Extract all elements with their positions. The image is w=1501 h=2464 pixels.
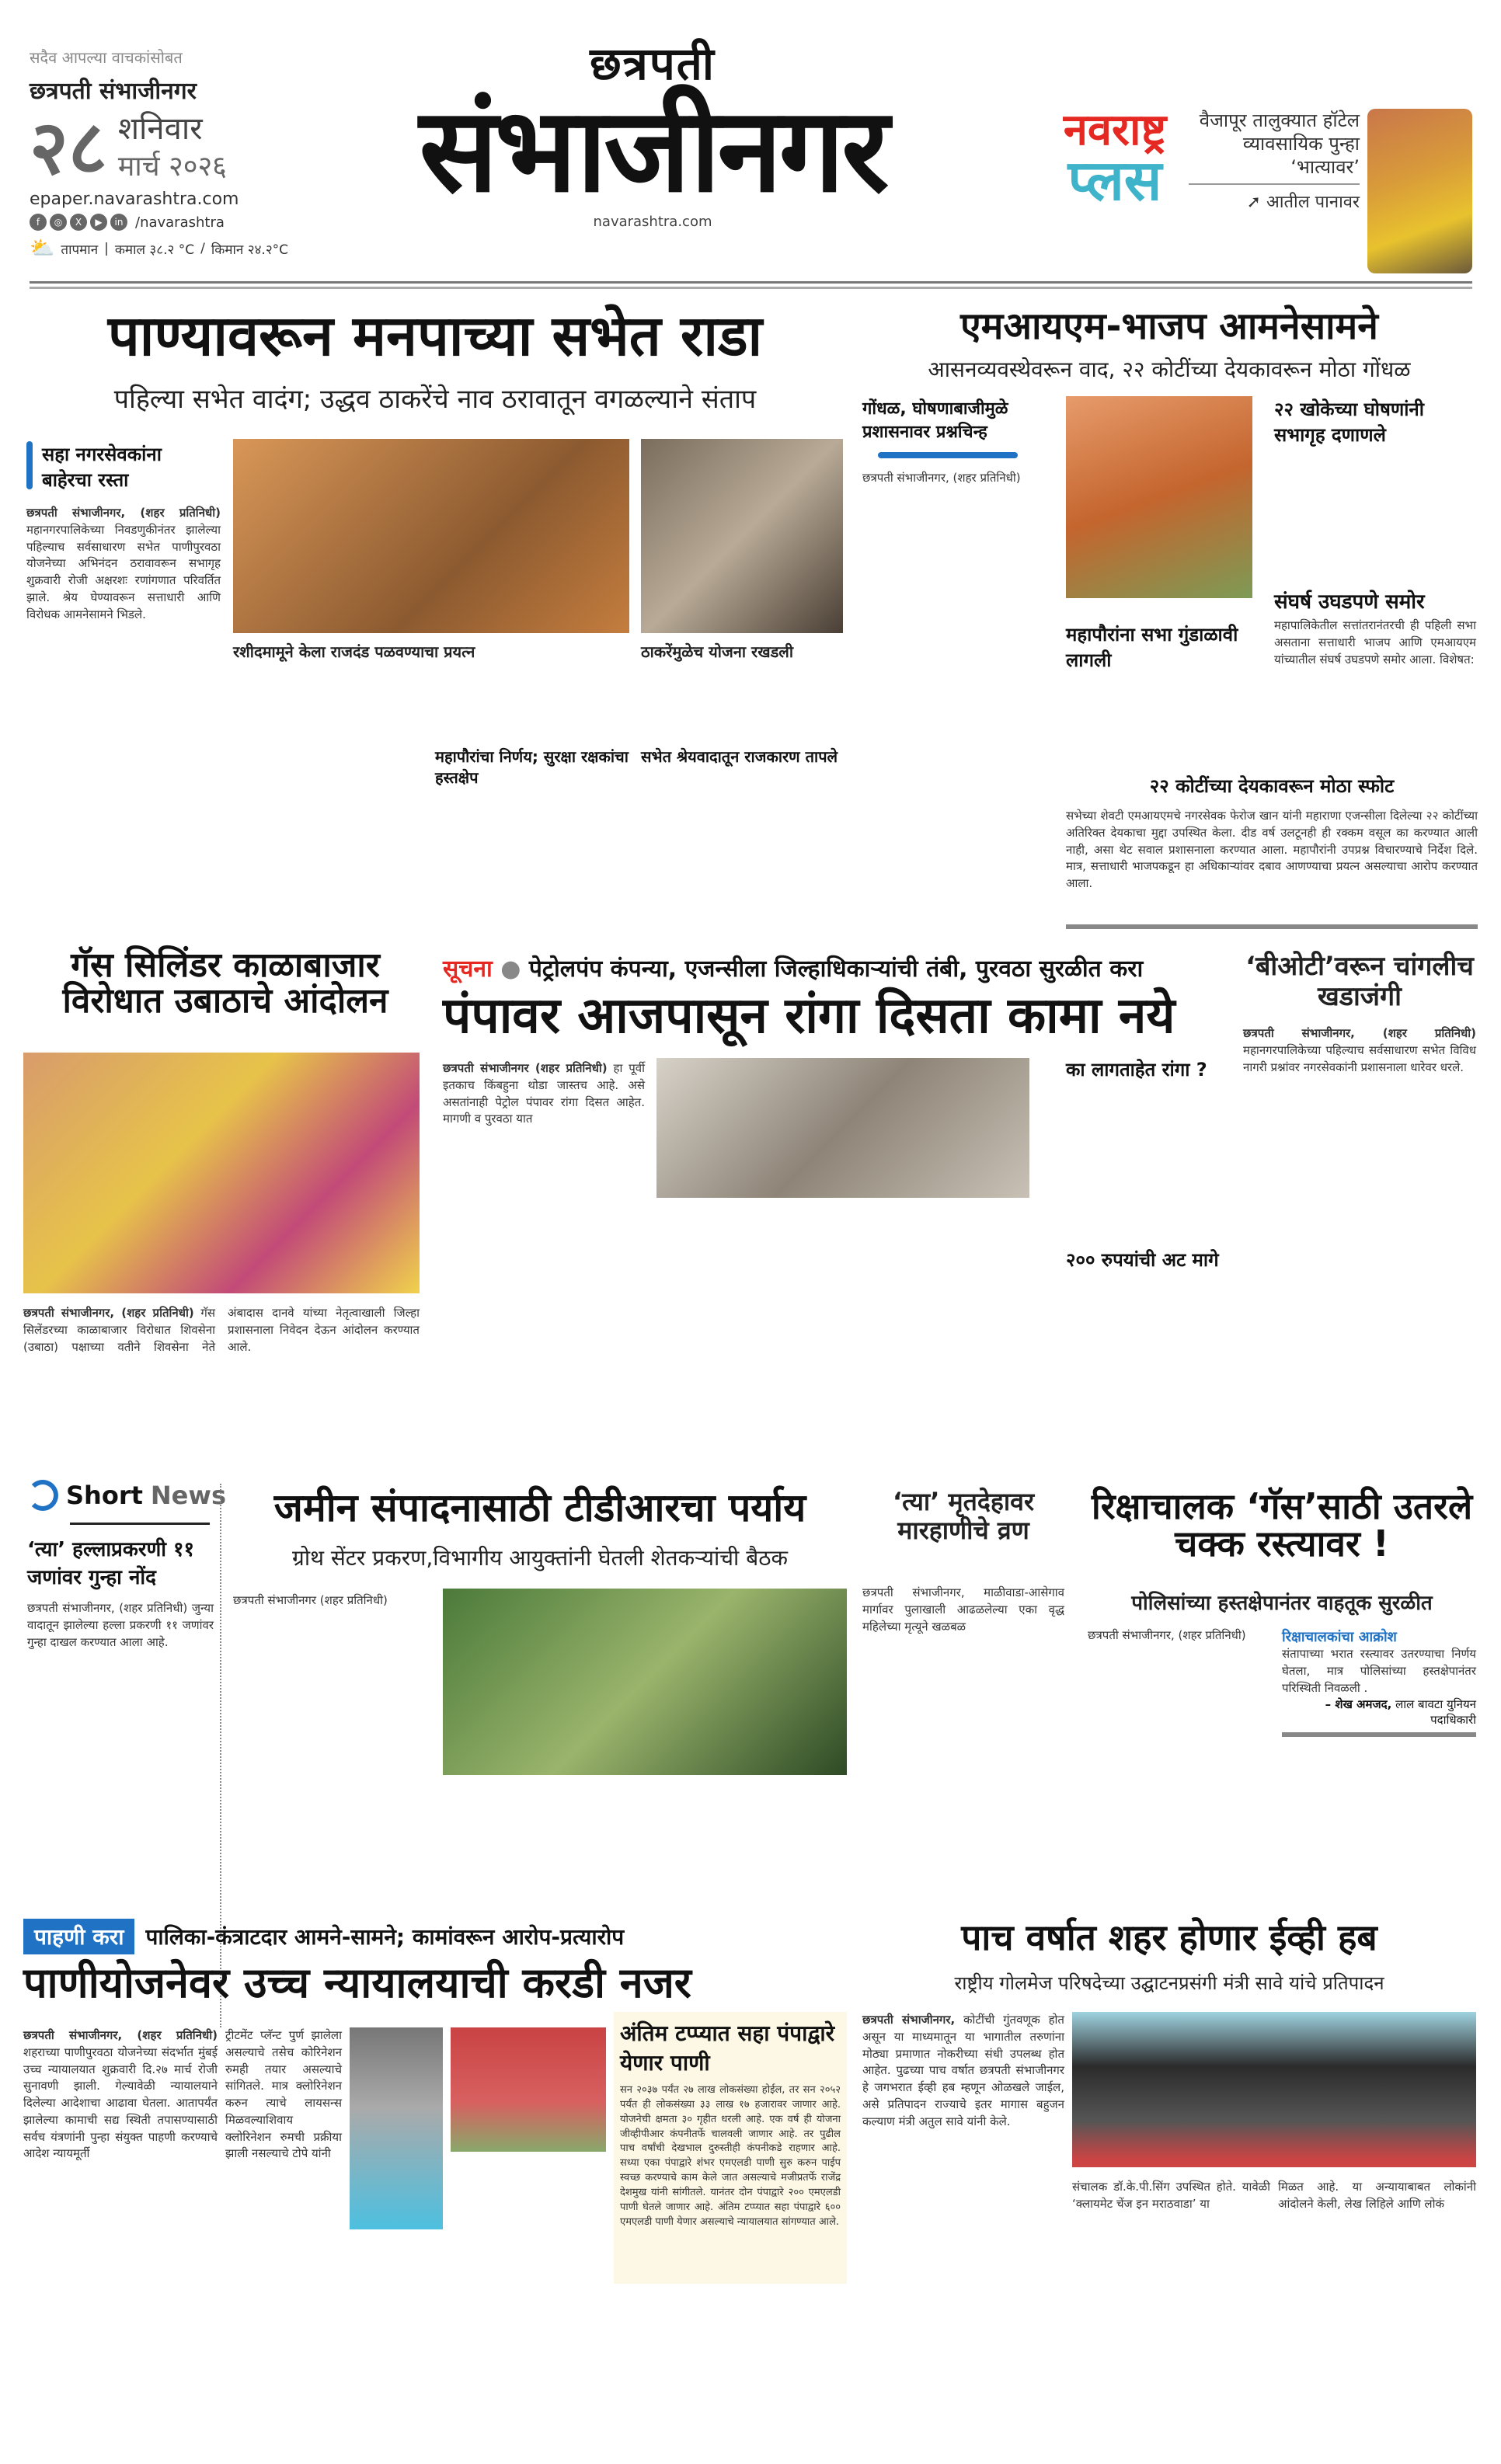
water-box-head: अंतिम टप्प्यात सहा पंपाद्वारे येणार पाणी — [620, 2020, 835, 2076]
tagline: सदैव आपल्या वाचकांसोबत — [30, 48, 183, 67]
bot-dateline: छत्रपती संभाजीनगर, (शहर प्रतिनिधी) — [1243, 1026, 1476, 1040]
water-kicker: पालिका-कंत्राटदार आमने-सामने; कामांवरून आरोप-प्रत्यारोप — [145, 1924, 625, 1950]
high-court-photo — [451, 2027, 606, 2152]
petrol-meeting-photo — [656, 1058, 1029, 1198]
lead-subhead: पहिल्या सभेत वादंग; उद्धव ठाकरेंचे नाव ठरावातून वगळल्याने संताप — [113, 384, 757, 415]
why-queues-head: का लागताहेत रांगा ? — [1066, 1059, 1207, 1081]
col3-head: संघर्ष उघडपणे समोर — [1274, 590, 1425, 614]
title-main: संभाजीनगर — [419, 83, 886, 218]
ev-subhead: राष्ट्रीय गोलमेज परिषदेच्या उद्घाटनप्रसंगी मंत्री सावे यांचे प्रतिपादन — [954, 1972, 1384, 1994]
gas-protest-photo — [23, 1053, 420, 1293]
month-year: मार्च २०२६ — [117, 150, 227, 183]
teaser[interactable] — [1189, 109, 1360, 213]
lead-headline: पाण्यावरून मनपाच्या सभेत राडा — [107, 303, 763, 368]
lead-photo-1 — [233, 439, 629, 633]
aim-bjp-subhead: आसनव्यवस्थेवरून वाद, २२ कोटींच्या देयकावरून मोठा गोंधळ — [928, 357, 1411, 382]
day-number: २८ — [30, 104, 107, 191]
teaser-photo — [1367, 109, 1472, 273]
weather: ⛅ तापमान | कमाल ३८.२ °C / किमान २४.२°C — [30, 237, 289, 260]
weather-label: तापमान — [61, 242, 99, 258]
gas-headline: गॅस सिलिंडर काळाबाजार विरोधात उबाठाचे आंदोलन — [62, 945, 388, 1021]
ev-headline: पाच वर्षात शहर होणार ईव्ही हब — [961, 1916, 1377, 1958]
gas-dateline: छत्रपती संभाजीनगर, (शहर प्रतिनिधी) — [23, 1306, 194, 1320]
lead-sidebar-head: सहा नगरसेवकांना बाहेरचा रस्ता — [26, 441, 213, 492]
rs200-head: २०० रुपयांची अट मागे — [1066, 1249, 1219, 1271]
bullet-icon: ● — [500, 955, 521, 983]
youtube-icon[interactable]: ▶ — [90, 214, 107, 231]
water-body-col2: ट्रीटमेंट प्लॅन्ट पुर्ण झालेला असल्याचे तसेच कोरिनेशन रुमही तयार असल्याचे सांगितले. मात्र क्लोरिनेशन करुन त्याचे लायसन्स मिळवल्याशिवाय क्लोरिनेशन रुमची प्रक्रीया झाली नसल्याचे टोपे यांनी — [225, 2028, 342, 2161]
bot-body: महानगरपालिकेच्या पहिल्याच सर्वसाधारण सभेत विविध नागरी प्रश्नांवर नगरसेवकांनी प्रशासनाला धारेवर धरले. — [1243, 1042, 1476, 1074]
municipal-building-photo — [1066, 396, 1252, 598]
rickshaw-subhead: पोलिसांच्या हस्तक्षेपानंतर वाहतूक सुरळीत — [1131, 1592, 1433, 1615]
temp-min: किमान २४.२°C — [211, 242, 289, 258]
short-news-headline: ‘त्या’ हल्लाप्रकरणी ११ जणांवर गुन्हा नोंद — [27, 1538, 195, 1589]
quote-head: रिक्षाचालकांचा आक्रोश — [1282, 1629, 1397, 1645]
navarashtra-plus-logo: नवराष्ट्र प्लस — [1063, 105, 1167, 213]
col5-head: २२ कोटींच्या देयकावरून मोठा स्फोट — [1149, 775, 1395, 797]
water-body: शहराच्या पाणीपुरवठा योजनेच्या संदर्भात मुंबई उच्च न्यायालयात शुक्रवारी दि.२७ मार्च रोजी सुनावणी झाली. गेल्यावेळी न्यायालयाने दिलेल्या आदेशाचा आढावा घेतला. आतापर्यंत झालेल्या कामाची सद्य स्थिती तपासण्यासाठी सर्वच यंत्रणांनी पुन्हा संयुक्त पाहणी करण्याचे आदेश न्यायमूर्ती — [23, 2045, 218, 2161]
weather-cloud-icon: ⛅ — [30, 237, 55, 260]
short-news-label: Short News — [27, 1480, 226, 1511]
ev-body: कोटींची गुंतवणूक होत असून या माध्यमातून या भागातील तरुणांना मोठ्या प्रमाणात नोकरीच्या संधी उपलब्ध होत आहेत. पुढच्या पाच वर्षात छत्रपती संभाजीनगर हे जगभरात ईव्ही हब म्हणून ओळखले जाईल, असे प्रतिपादन राज्याचे इतर मागास बहुजन कल्याण मंत्री अतुल सावे यांनी केले. — [862, 2013, 1064, 2128]
col3-body: महापालिकेतील सत्तांतरानंतरची ही पहिली सभा असताना सत्ताधारी भाजप आणि एमआयएम यांच्यातील संघर्ष उघडपणे समोर आला. विशेषत: — [1274, 618, 1476, 666]
tdr-meeting-photo — [443, 1589, 847, 1775]
lead-box-1-head: महापौरांचा निर्णय; सुरक्षा रक्षकांचा हस्तक्षेप — [435, 747, 629, 787]
lead-photo-2-caption: ठाकरेंमुळेच योजना रखडली — [641, 642, 794, 661]
tdr-dateline: छत्रपती संभाजीनगर (शहर प्रतिनिधी) — [233, 1593, 388, 1607]
arrow-icon: ➚ — [1246, 193, 1267, 212]
water-kicker-row — [23, 1919, 847, 1954]
water-box — [614, 2012, 847, 2284]
ev-event-photo — [1072, 2012, 1476, 2167]
instagram-icon[interactable]: ◎ — [50, 214, 67, 231]
inspect-tab-label: पाहणी करा — [23, 1919, 134, 1954]
quote-text: संतापाच्या भरात रस्त्यावर उतरण्याचा निर्णय घेतला, मात्र पोलिसांच्या हस्तक्षेपानंतर परिस्थिती निवळली . — [1282, 1647, 1476, 1695]
lead-photo-2 — [641, 439, 843, 633]
body-story-text: छत्रपती संभाजीनगर, माळीवाडा-आसेगाव मार्गावर पुलाखाली आढळलेल्या एका वृद्ध महिलेच्या मृत्यूने खळबळ — [862, 1585, 1064, 1634]
teaser-text: वैजापूर तालुक्यात हॉटेल व्यावसायिक पुन्हा ‘भात्यावर’ — [1199, 110, 1360, 178]
water-dateline: छत्रपती संभाजीनगर, (शहर प्रतिनिधी) — [23, 2028, 218, 2042]
rickshaw-dateline: छत्रपती संभाजीनगर, (शहर प्रतिनिधी) — [1088, 1628, 1246, 1642]
col1-dateline: छत्रपती संभाजीनगर, (शहर प्रतिनिधी) — [862, 471, 1021, 485]
notice-label: सूचना — [443, 955, 493, 983]
blue-divider — [878, 452, 1018, 458]
lead-box-2-head: सभेत श्रेयवादातून राजकारण तापले — [641, 747, 838, 766]
petrol-headline: पंपावर आजपासून रांगा दिसता कामा नये — [443, 987, 1175, 1045]
col2-head: २२ खोकेच्या घोषणांनी सभागृह दणाणले — [1274, 398, 1424, 446]
ev-col2: संचालक डॉ.के.पी.सिंग उपस्थित होते. यावेळी ‘क्लायमेट चेंज इन मराठवाडा’ या — [1072, 2180, 1270, 2211]
water-headline: पाणीयोजनेवर उच्च न्यायालयाची करडी नजर — [23, 1958, 691, 2007]
temp-max: कमाल ३८.२ °C — [114, 242, 195, 258]
tdr-subhead: ग्रोथ सेंटर प्रकरण,विभागीय आयुक्तांनी घेतली शेतकऱ्यांची बैठक — [292, 1545, 788, 1571]
short-news-arrow-icon — [27, 1480, 58, 1511]
lead-body: महानगरपालिकेच्या निवडणुकीनंतर झालेल्या पहिल्याच सर्वसाधारण सभेत पाणीपुरवठा योजनेच्या अभिनंदन ठरावावरून सभागृह शुक्रवारी रोजी अक्षरशः रणांगणात परिवर्तित झाले. श्रेय घेण्यावरून सत्ताधारी आणि विरोधक आमनेसामने भिडले. — [26, 522, 221, 621]
rickshaw-headline: रिक्षाचालक ‘गॅस’साठी उतरले चक्क रस्त्यावर ! — [1091, 1485, 1473, 1565]
petrol-body: हा पूर्वी इतकाच किंबहुना थोडा जास्तच आहे. असे असतांनाही पेट्रोल पंपावर रांगा दिसत आहेत. मागणी व पुरवठा यात — [443, 1061, 645, 1126]
ev-col3: मिळत आहे. या अन्यायाबाबत लोकांनी आंदोलने केली, लेख लिहिले आणि लोकं — [1278, 2180, 1476, 2211]
rickshaw-quote: रिक्षाचालकांचा आक्रोश संतापाच्या भरात रस्त्यावर उतरण्याचा निर्णय घेतला, मात्र पोलिसांच्या हस्तक्षेपानंतर परिस्थिती निवळली . – शेख अमजद, लाल बावटा युनियन पदाधिकारी — [1282, 1627, 1476, 1737]
newspaper-title — [287, 31, 1018, 230]
body-headline: ‘त्या’ मृतदेहावर मारहाणीचे व्रण — [892, 1487, 1035, 1545]
col5-body: सभेच्या शेवटी एमआयएमचे नगरसेवक फेरोज खान यांनी महाराणा एजन्सीला दिलेल्या २२ कोटींच्या अतिरिक्त देयकाचा मुद्दा उपस्थित केला. दीड वर्ष उलटूनही ही रक्कम वसूल का करण्यात आली नाही, असा थेट सवाल प्रशासनाला करण्यात आला. महापौरांनी उपप्रश्न विचारण्याचे निर्देश दिले. मात्र, सत्ताधारी भाजपकडून हा अधिकाऱ्यांवर दबाव आणण्याचा प्रयत्न असल्याचा आरोप करण्यात आला. — [1066, 809, 1478, 890]
water-box-body: सन २०३७ पर्यंत २७ लाख लोकसंख्या होईल, तर सन २०५२ पर्यंत ही लोकसंख्या ३३ लाख १७ हजारावर जाणार आहे. योजनेची क्षमता ३० गृहीत धरली आहे. एक वर्ष ही योजना जीव्हीपीआर कंपनीतर्फे चालवली जाणार आहे. तर पुढील पाच वर्षांची देखभाल दुरुस्तीही कंपनीकडे राहणार आहे. सध्या एका पंपाद्वारे शंभर एमएलडी पाणी सुरु करुन पाईप स्वच्छ करण्याचे काम केले जात असल्याचे मजीप्रतर्फे राजेंद्र देशमुख यांनी सांगीतले. यानंतर दोन पंपाद्वारे २०० एमएलडी पाणी घेतले जाणार आहे. अंतिम टप्प्यात सहा पंपाद्वारे ६०० एमएलडी पाणी येणार असल्याचे न्यायालयात सांगण्यात आले. — [620, 2084, 841, 2228]
tdr-headline: जमीन संपादनासाठी टीडीआरचा पर्याय — [273, 1485, 806, 1530]
edition-city: छत्रपती संभाजीनगर — [30, 78, 197, 105]
x-icon[interactable]: X — [70, 214, 87, 231]
col1-head: गोंधळ, घोषणाबाजीमुळे प्रशासनावर प्रश्नचिन्ह — [862, 399, 1008, 442]
petrol-kicker: सूचना ● पेट्रोलपंप कंपन्या, एजन्सीला जिल्हाधिकाऱ्यांची तंबी, पुरवठा सुरळीत करा — [443, 955, 1144, 983]
epaper-link[interactable]: epaper.navarashtra.com — [30, 190, 239, 209]
masthead-divider — [30, 281, 1472, 289]
aim-bjp-headline: एमआयएम-भाजप आमनेसामने — [960, 305, 1378, 348]
petrol-dateline: छत्रपती संभाजीनगर (शहर प्रतिनिधी) — [443, 1061, 608, 1075]
gas-body: गॅस सिलेंडरच्या काळाबाजार विरोधात शिवसेना (उबाठा) पक्षाच्या वतीने शिवसेना नेते अंबादास दानवे यांच्या नेतृत्वाखाली जिल्हा प्रशासनाला निवेदन देऊन आंदोलन करण्यात आले. — [23, 1306, 420, 1354]
site-url[interactable]: navarashtra.com — [593, 214, 712, 230]
inside-page-link[interactable]: ➚ आतील पानावर — [1189, 183, 1360, 213]
col4-head: महापौरांना सभा गुंडाळावी लागली — [1066, 624, 1238, 671]
lead-photo-1-caption: रशीदमामूने केला राजदंड पळवण्याचा प्रयत्न — [233, 642, 475, 661]
bot-headline: ‘बीओटी’वरून चांगलीच खडाजंगी — [1245, 951, 1474, 1013]
weekday: शनिवार — [117, 110, 203, 147]
lead-dateline: छत्रपती संभाजीनगर, (शहर प्रतिनिधी) — [26, 506, 221, 520]
social-handle[interactable]: /navarashtra — [135, 214, 225, 231]
title-small: छत्रपती — [590, 37, 716, 90]
water-tap-graphic — [350, 2027, 443, 2229]
ev-dateline: छत्रपती संभाजीनगर, — [862, 2013, 956, 2027]
linkedin-icon[interactable]: in — [110, 214, 127, 231]
facebook-icon[interactable]: f — [30, 214, 47, 231]
short-news-body: छत्रपती संभाजीनगर, (शहर प्रतिनिधी) जुन्या वादातून झालेल्या हल्ला प्रकरणी ११ जणांवर गुन्हा दाखल करण्यात आला आहे. — [27, 1601, 214, 1649]
